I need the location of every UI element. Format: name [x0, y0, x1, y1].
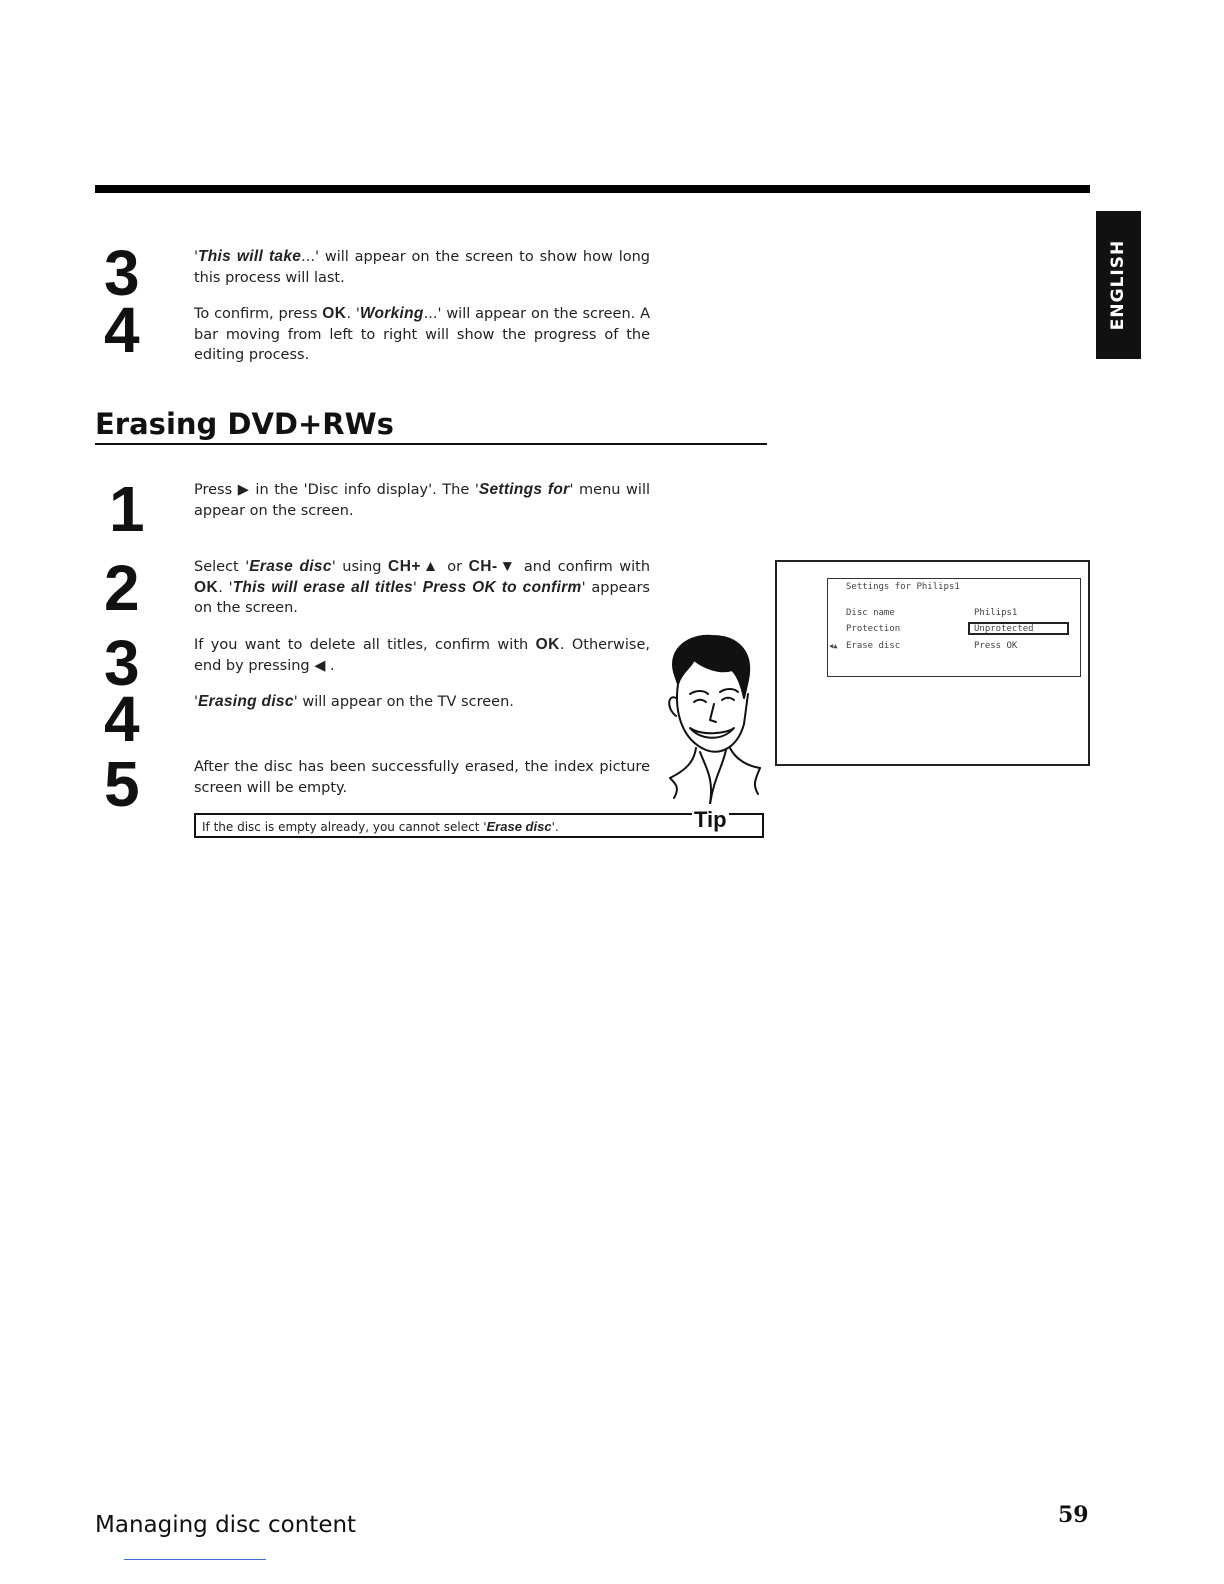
text-segment: ◀: [314, 657, 326, 674]
osd-row-value: Press OK: [974, 641, 1018, 651]
step-number: 4: [104, 683, 140, 755]
step-number: 3: [104, 237, 140, 309]
text-segment: ' appears on the screen.: [194, 579, 650, 616]
text-segment: and confirm with: [517, 559, 651, 575]
step-text: [194, 304, 650, 366]
remote-key-label: CH+▲: [388, 558, 441, 575]
language-tab: [1096, 211, 1141, 359]
step-number: 4: [104, 294, 140, 366]
text-segment: .: [325, 657, 335, 674]
text-segment: ': [412, 579, 423, 596]
step-text: [194, 247, 650, 288]
step-number: 1: [109, 473, 145, 545]
text-segment: . ': [346, 306, 360, 322]
step-text: [194, 757, 650, 798]
text-segment: ...' will appear on the screen to show how long this process will last.: [194, 249, 650, 286]
text-segment: After the disc has been successfully erased, the index picture screen will be empty.: [194, 759, 650, 796]
text-segment: ...' will appear on the screen. A bar moving from left to right will show the progress of the editing process.: [194, 306, 650, 363]
step-text: [194, 557, 650, 619]
text-segment: or: [440, 559, 469, 575]
text-segment: . Otherwise, end by pressing: [194, 637, 650, 674]
text-segment: ' menu will appear on the screen.: [194, 482, 650, 519]
text-segment: '.: [551, 820, 559, 834]
text-segment: ' using: [331, 559, 389, 575]
text-segment: ': [194, 694, 198, 710]
footer-section-title: Managing disc content: [95, 1512, 357, 1538]
quoted-screen-text: Erase disc: [486, 819, 552, 834]
step-number: 5: [104, 748, 140, 820]
quoted-screen-text: Erase disc: [249, 558, 332, 575]
text-segment: If you want to delete all titles, confirm with: [194, 637, 536, 653]
quoted-screen-text: This will erase all titles: [232, 578, 413, 596]
text-segment: Select ': [194, 559, 250, 575]
step-text: [194, 480, 650, 521]
text-segment: If the disc is empty already, you cannot select ': [202, 820, 487, 834]
cartoon-helper-icon: [660, 628, 764, 804]
text-segment: To confirm, press: [194, 306, 323, 322]
tip-label: Tip: [694, 807, 727, 832]
remote-key-label: OK: [535, 636, 560, 653]
language-tab-label: ENGLISH: [1108, 239, 1129, 331]
top-rule: [95, 185, 1090, 193]
remote-key-label: CH-▼: [468, 558, 518, 575]
section-rule: [95, 443, 767, 445]
osd-row-label: Disc name: [846, 608, 895, 618]
osd-row-value: Unprotected: [974, 624, 1034, 634]
osd-row-label: Protection: [846, 624, 901, 634]
remote-key-label: OK: [194, 578, 219, 596]
footer-accent-line: [124, 1559, 266, 1560]
page-number: 59: [1058, 1502, 1089, 1528]
step-text: [194, 692, 650, 713]
quoted-screen-text: Settings for: [478, 481, 570, 498]
osd-title: Settings for Philips1: [846, 582, 960, 592]
text-segment: in the 'Disc info display'. The ': [249, 482, 479, 498]
quoted-screen-text: Press OK to confirm: [422, 578, 582, 596]
text-segment: Press: [194, 482, 238, 498]
osd-cursor-icon: ◀▲: [829, 642, 838, 650]
tip-box: [194, 813, 764, 838]
quoted-screen-text: Working: [359, 305, 424, 322]
step-text: [194, 635, 650, 676]
text-segment: ' will appear on the TV screen.: [293, 694, 514, 710]
text-segment: ': [194, 249, 198, 265]
osd-row-value: Philips1: [974, 608, 1018, 618]
quoted-screen-text: Erasing disc: [198, 693, 294, 710]
step-number: 2: [104, 552, 140, 624]
section-title: Erasing DVD+RWs: [95, 407, 394, 441]
text-segment: . ': [218, 579, 233, 596]
quoted-screen-text: This will take: [198, 248, 302, 265]
remote-key-label: OK: [322, 305, 347, 322]
osd-settings-menu: [827, 578, 1081, 677]
step-number: 3: [104, 627, 140, 699]
text-segment: ▶: [237, 482, 250, 498]
osd-row-label: Erase disc: [846, 641, 901, 651]
tip-text: [202, 819, 559, 835]
